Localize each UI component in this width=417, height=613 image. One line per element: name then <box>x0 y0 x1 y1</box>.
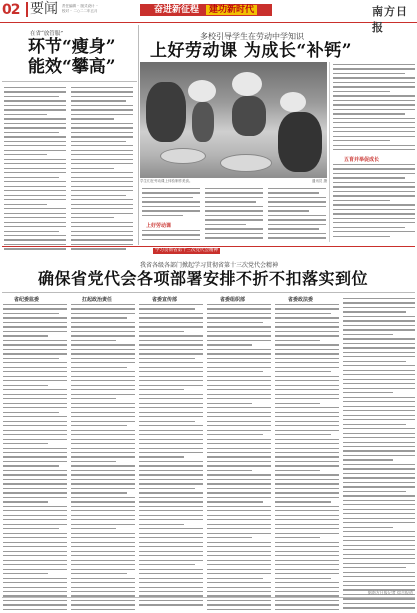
lead-col-head-1: 省纪委监委 <box>14 297 40 303</box>
top-story-kicker: 多校引导学生在劳动中学知识 <box>200 32 304 41</box>
left-story-col-1 <box>4 87 66 253</box>
left-story-title-2: 能效“攀高” <box>28 57 116 77</box>
photo-credit: 通讯员 摄 <box>311 179 327 183</box>
lead-col-head-4: 省委组织部 <box>220 297 246 303</box>
lead-story-footer: 据南方日报记者 综合报道 <box>367 590 413 595</box>
page-meta <box>62 4 128 13</box>
column-divider <box>138 25 139 245</box>
left-story-title-1: 环节“瘦身” <box>28 37 116 57</box>
lead-col-2 <box>71 304 135 613</box>
top-story-col-right <box>333 64 415 154</box>
lead-col-1 <box>3 304 67 613</box>
left-story-kicker: 在省“放管服” <box>30 31 64 37</box>
left-story-col-2 <box>71 87 133 253</box>
lead-story-headline: 确保省党代会各项部署安排不折不扣落实到位 <box>38 269 369 288</box>
lead-col-5 <box>275 304 339 613</box>
slogan-left: 奋进新征程 <box>154 5 200 15</box>
top-story-col-2 <box>205 188 263 242</box>
photo-caption <box>140 179 327 184</box>
meta-line: 责任编辑 ·· 版式设计 ·· <box>62 4 98 8</box>
lead-col-4 <box>207 304 271 613</box>
slogan-banner <box>140 4 272 16</box>
top-story-col-3 <box>268 188 326 242</box>
divider <box>2 292 415 293</box>
red-rule <box>2 246 415 247</box>
lead-col-head-3: 省委宣传部 <box>152 297 178 303</box>
lead-col-6 <box>343 298 415 612</box>
section-name: 要闻 <box>26 2 58 17</box>
divider <box>2 81 137 82</box>
lead-col-head-2: 扛起政治责任 <box>82 297 113 303</box>
top-story-subhead-2: 五育并举促成长 <box>344 157 380 163</box>
section-banner: 学习贯彻省第十三次党代会精神 <box>155 248 218 253</box>
slogan-right: 建功新时代 <box>206 5 257 15</box>
top-story-col-1b <box>142 230 200 243</box>
lead-col-3 <box>139 304 203 609</box>
top-story-col-1 <box>142 188 200 219</box>
lead-story-kicker: 我省各级各部门掀起学习贯彻省第十三次党代会精神 <box>140 262 279 269</box>
photo-caption-text: 学生们在劳动课上体验制作美食。 <box>140 179 193 183</box>
top-story-subhead-1: 上好劳动课 <box>146 223 172 229</box>
page-number: 02 <box>2 2 20 18</box>
meta-line: 校对 ·· 二○二二年五月 <box>62 8 98 13</box>
top-story-col-right-b <box>333 164 415 240</box>
column-divider <box>329 62 330 242</box>
lead-col-head-5: 省委政法委 <box>288 297 314 303</box>
masthead: 南方日报 <box>372 5 408 34</box>
bottom-rule <box>2 597 415 598</box>
top-story-headline: 上好劳动课 为成长“补钙” <box>150 41 352 61</box>
left-story <box>2 25 137 245</box>
top-story-photo <box>140 62 327 178</box>
